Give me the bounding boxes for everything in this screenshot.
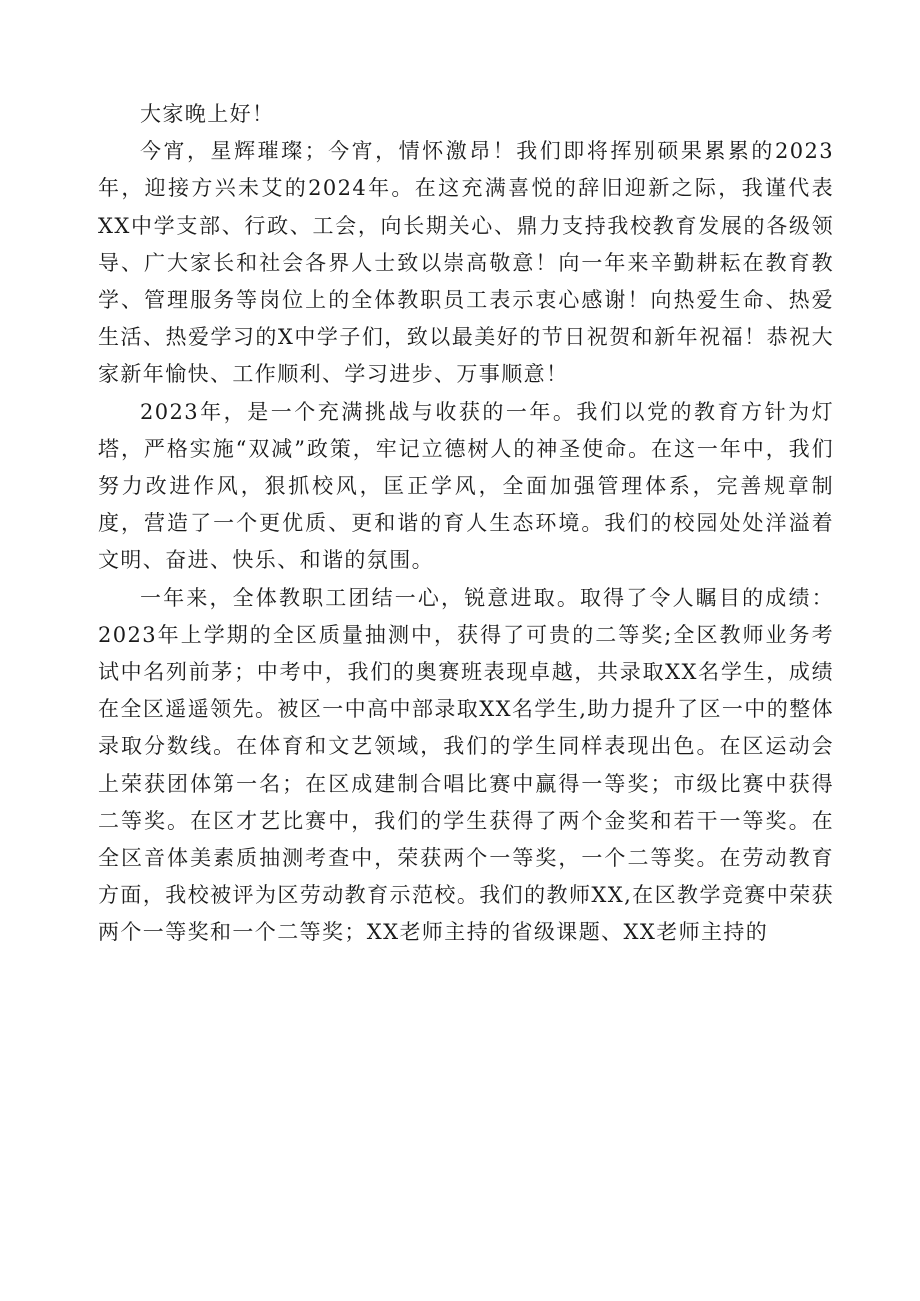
- paragraph-achievements: 一年来，全体教职工团结一心，锐意进取。取得了令人瞩目的成绩：2023年上学期的全区质量抽测中，获得了可贵的二等奖;全区教师业务考试中名列前茅；中考中，我们的奥赛班表现卓越，共录取XX名学生，成绩在全区遥遥领先。被区一中高中部录取XX名学生,助力提升了区一中的整体录取分数线。在体育和文艺领域，我们的学生同样表现出色。在区运动会上荣获团体第一名；在区成建制合唱比赛中赢得一等奖；市级比赛中获得二等奖。在区才艺比赛中，我们的学生获得了两个金奖和若干一等奖。在全区音体美素质抽测考查中，荣获两个一等奖，一个二等奖。在劳动教育方面，我校被评为区劳动教育示范校。我们的教师XX,在区教学竞赛中荣获两个一等奖和一个二等奖；XX老师主持的省级课题、XX老师主持的: [98, 585, 834, 945]
- paragraph-new-year-wishes: 今宵，星辉璀璨；今宵，情怀激昂！我们即将挥别硕果累累的2023年，迎接方兴未艾的2024年。在这充满喜悦的辞旧迎新之际，我谨代表XX中学支部、行政、工会，向长期关心、鼎力支持我校教育发展的各级领导、广大家长和社会各界人士致以崇高敬意！向一年来辛勤耕耘在教育教学、管理服务等岗位上的全体教职员工表示衷心感谢！向热爱生命、热爱生活、热爱学习的X中学子们，致以最美好的节日祝贺和新年祝福！恭祝大家新年愉快、工作顺利、学习进步、万事顺意！: [98, 139, 834, 387]
- speech-body: [98, 96, 834, 952]
- paragraph-2023-review: 2023年，是一个充满挑战与收获的一年。我们以党的教育方针为灯塔，严格实施“双减”政策，牢记立德树人的神圣使命。在这一年中，我们努力改进作风，狠抓校风，匡正学风，全面加强管理体系，完善规章制度，营造了一个更优质、更和谐的育人生态环境。我们的校园处处洋溢着文明、奋进、快乐、和谐的氛围。: [98, 399, 834, 573]
- greeting-line: 大家晚上好！: [140, 102, 275, 126]
